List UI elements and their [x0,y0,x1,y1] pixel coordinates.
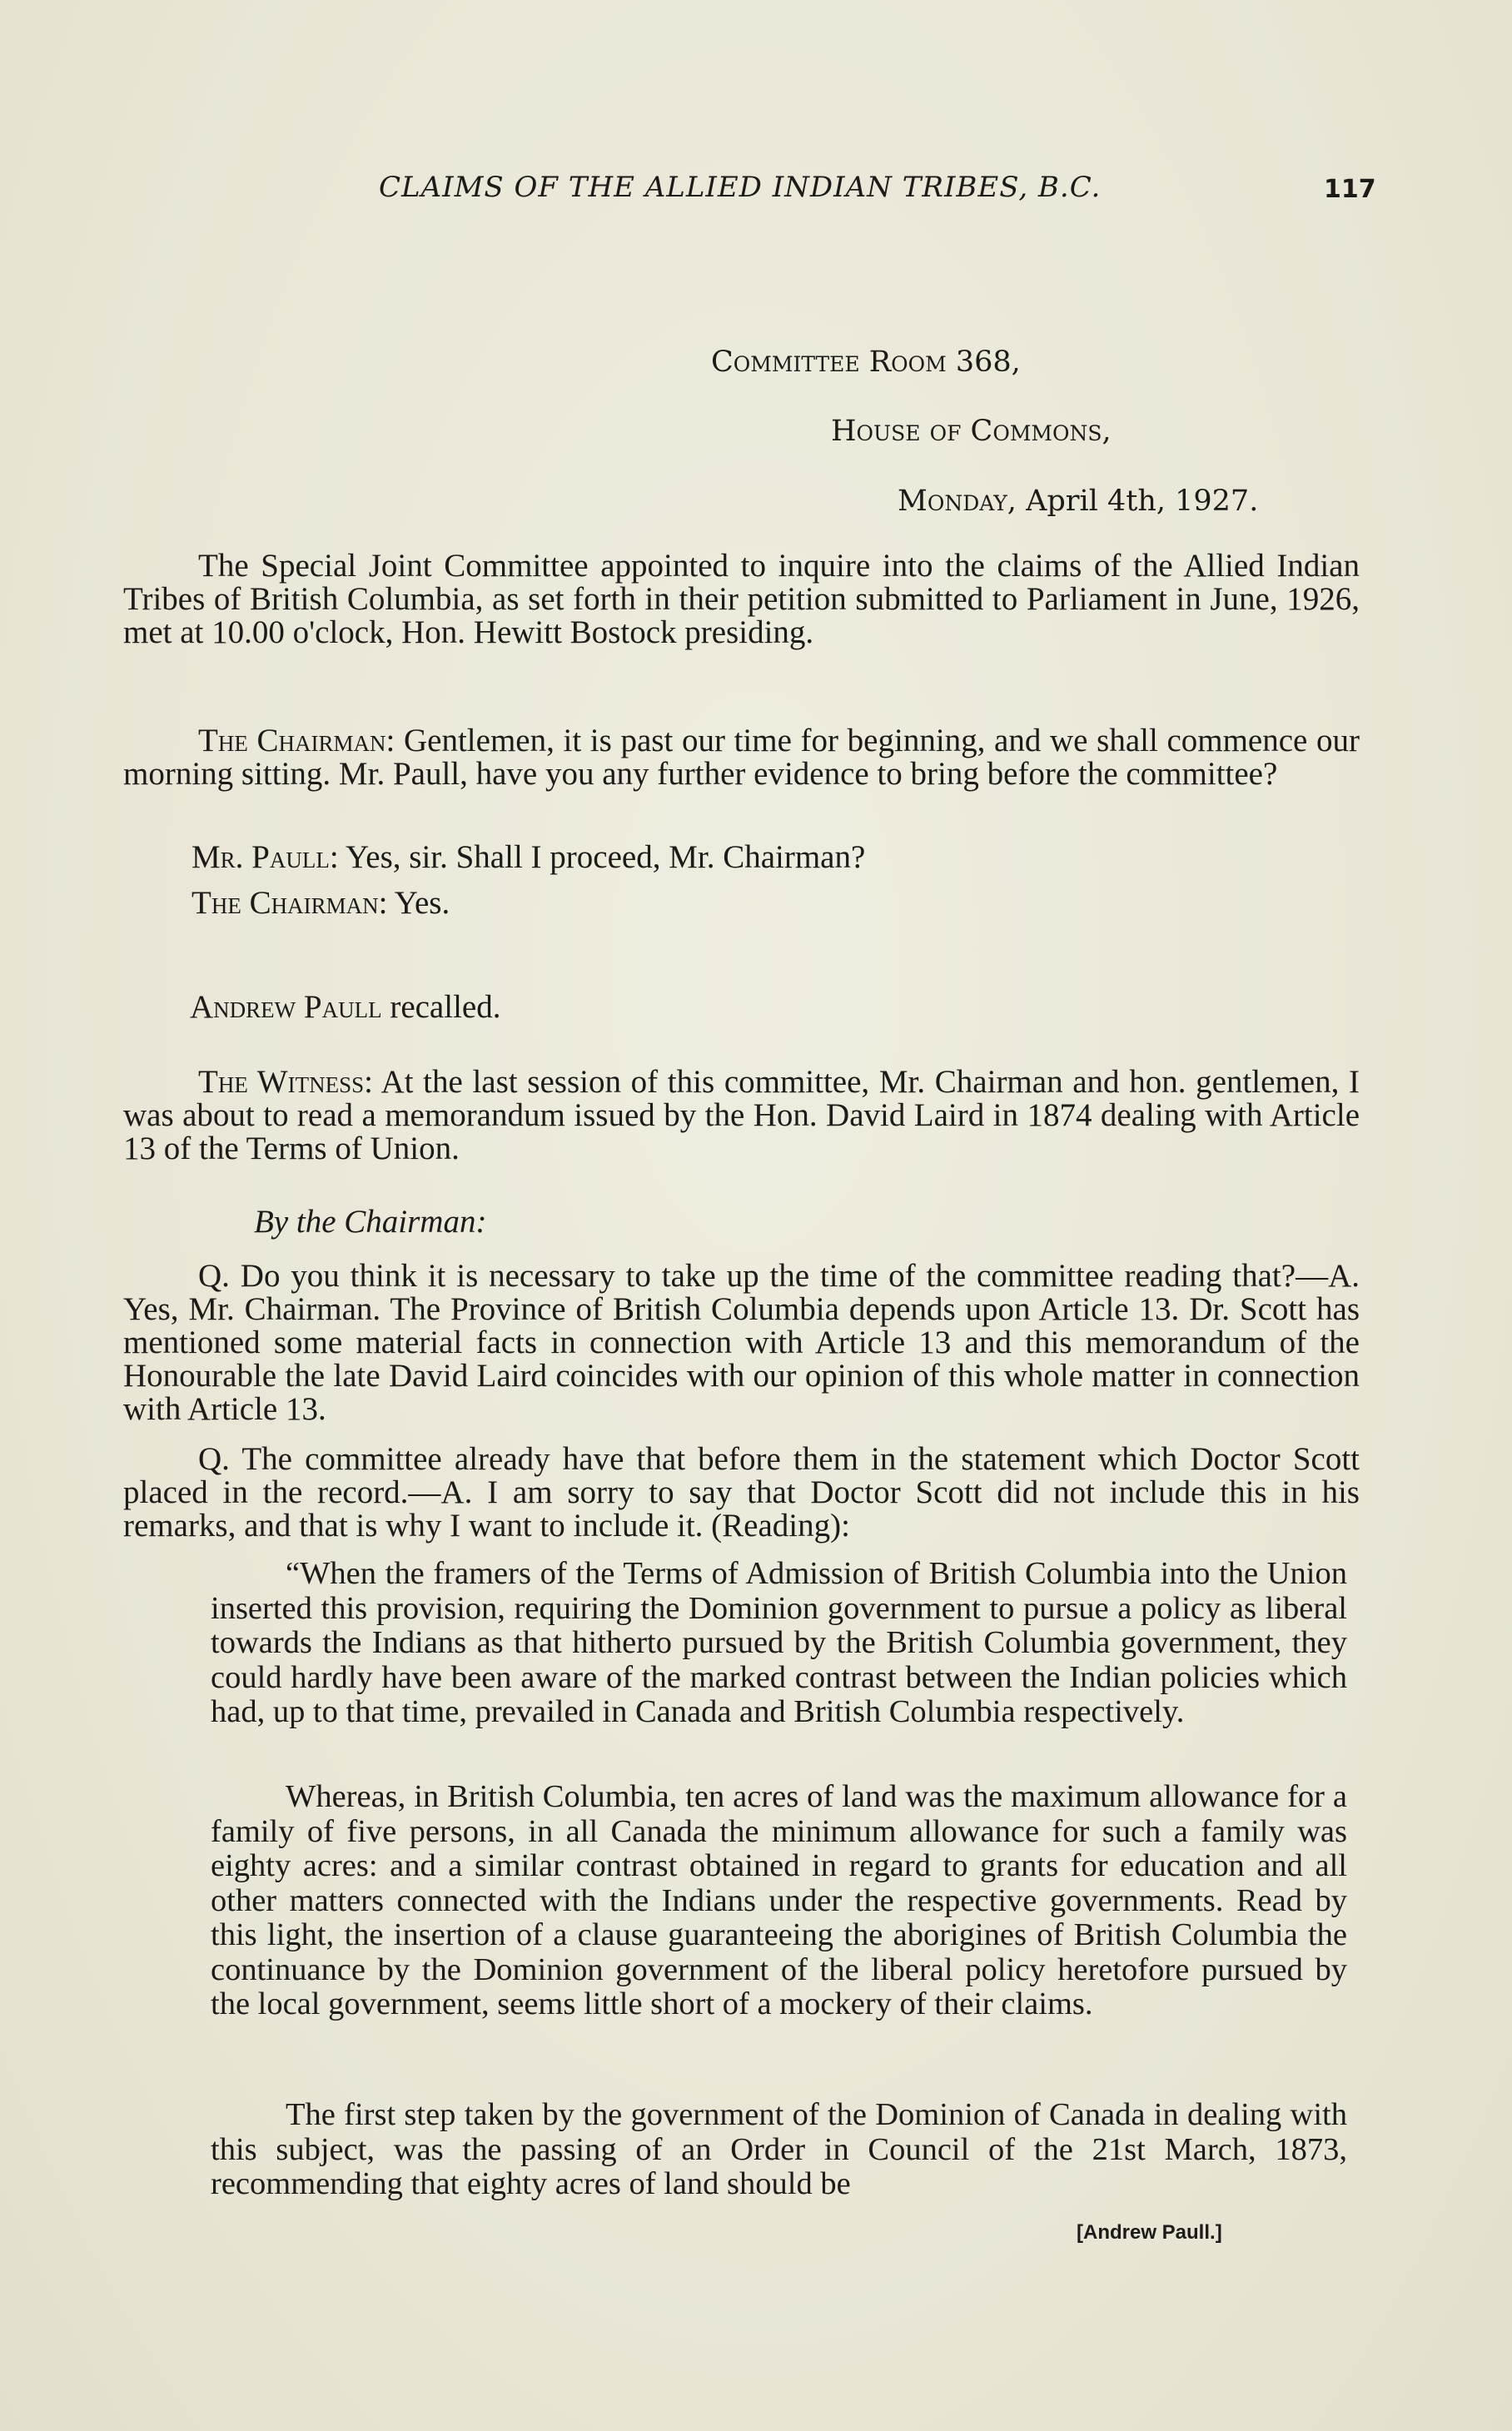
witness-recalled [190,991,1355,1024]
speaker-witness: The Witness: [198,1064,373,1100]
dateline-house-text: House of Commons, [831,415,1112,448]
dateline-date-text: April 4th, 1927. [1026,485,1259,518]
dateline-day: Monday, [898,485,1017,518]
witness-statement-text: At the last session of this committee, Mr. Chairman and hon. gentlemen, I was about to read a memorandum issued by the Hon. David Laird in 1874 dealing with Article 13 of the Terms of Union. [123,1064,1360,1166]
dateline-room-text: Committee Room 368, [711,346,1021,379]
chairman-statement-1-text: Gentlemen, it is past our time for beginning, and we shall commence our morning sitting. Mr. Paull, have you any further evidence to bring before the committee? [123,723,1360,792]
page-number: 117 [1324,175,1376,204]
chairman-statement-2 [191,887,1357,920]
speaker-signature: [Andrew Paull.] [1077,2221,1222,2244]
question-answer-2: Q. The committee already have that before them in the statement which Doctor Scott placed in the record.—A. I am sorry to say that Doctor Scott did not include this in his remarks, and that is why I want to include it. (Reading): [123,1441,1360,1544]
chairman-statement-1 [123,724,1360,791]
paull-statement-1 [191,841,1357,874]
question-answer-1: Q. Do you think it is necessary to take up the time of the committee reading that?—A. Yes, Mr. Chairman. The Province of British Columbia depends upon Article 13. Dr. Scott has mentioned some material facts in connection with Article 13 and this memorandum of the Honourable the late David Laird coincides with our opinion of this whole matter in connection with Article 13. [123,1258,1360,1427]
quote-paragraph-1: “When the framers of the Terms of Admission of British Columbia into the Union inserted this provision, requiring the Dominion government to pursue a policy as liberal towards the Indians as that hitherto pursued by the British Columbia government, they could hardly have been aware of the marked contrast between the Indian policies which had, up to that time, prevailed in Canada and British Columbia respectively. [211,1556,1347,1729]
witness-statement [123,1066,1360,1166]
dateline-house [831,415,1112,448]
witness-recalled-text: recalled. [390,989,501,1025]
chairman-statement-2-text: Yes. [394,885,450,921]
speaker-chairman: The Chairman: [198,723,395,758]
witness-name: Andrew Paull [190,989,382,1025]
dateline-date [898,485,1258,518]
intro-paragraph: The Special Joint Committee appointed to inquire into the claims of the Allied Indian Tribes of British Columbia, as set forth in their petition submitted to Parliament in June, 1926, met at 10.00 o'clock, Hon. Hewitt Bostock presiding. [123,548,1360,650]
running-title: CLAIMS OF THE ALLIED INDIAN TRIBES, B.C. [379,171,1102,204]
paull-statement-1-text: Yes, sir. Shall I proceed, Mr. Chairman? [346,839,866,875]
dateline-room [711,346,1021,379]
speaker-paull: Mr. Paull: [191,839,339,875]
quote-paragraph-2: Whereas, in British Columbia, ten acres of land was the maximum allowance for a family of five persons, in all Canada the minimum allowance for such a family was eighty acres: and a similar contrast obtained in regard to grants for education and all other matters connected with the Indians under the respective governments. Read by this light, the insertion of a clause guaranteeing the aborigines of British Columbia the continuance by the Dominion government of the liberal policy heretofore pursued by the local government, seems little short of a mockery of their claims. [211,1779,1347,2021]
speaker-chairman: The Chairman: [191,885,388,921]
quote-paragraph-3: The first step taken by the government of the Dominion of Canada in dealing with this subject, was the passing of an Order in Council of the 21st March, 1873, recommending that eighty acres of land should be [211,2097,1347,2201]
examination-heading: By the Chairman: [254,1204,487,1240]
